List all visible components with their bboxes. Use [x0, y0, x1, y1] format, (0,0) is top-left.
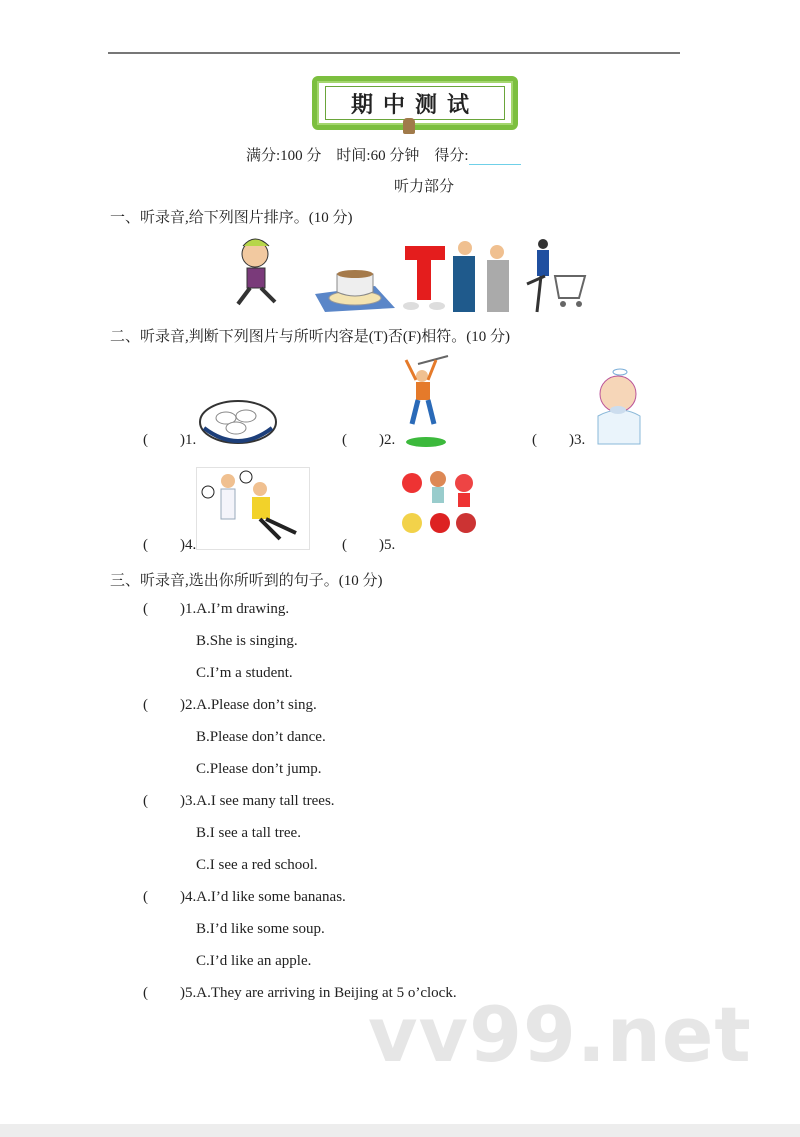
score-label: 得分:: [434, 148, 469, 164]
item-number: )2.: [379, 432, 396, 448]
jumping-man-image: [396, 354, 456, 449]
crying-baby-image: [588, 366, 652, 452]
option-b: B.I see a tall tree.: [196, 825, 301, 841]
running-boy-image: [238, 239, 275, 304]
item-number: )4.: [180, 537, 197, 553]
answer-bracket[interactable]: (: [143, 697, 148, 713]
dumplings-bowl-image: [198, 398, 280, 448]
red-scarf-image: [403, 246, 445, 310]
handshake-image: [453, 241, 509, 312]
answer-bracket[interactable]: (: [532, 432, 537, 448]
playing-football-image: [196, 467, 311, 551]
option-b: B.She is singing.: [196, 633, 298, 649]
option-a: )2.A.Please don’t sing.: [180, 697, 317, 713]
option-a: )3.A.I see many tall trees.: [180, 793, 335, 809]
option-c: C.I see a red school.: [196, 857, 318, 873]
exam-time: 时间:60 分钟: [336, 148, 420, 164]
shopping-cart-image: [527, 239, 585, 312]
answer-bracket[interactable]: (: [143, 601, 148, 617]
part1-pictures: [225, 236, 590, 314]
answer-bracket[interactable]: (: [342, 537, 347, 553]
page-bottom-edge: [0, 1124, 800, 1137]
part2-heading: 二、听录音,判断下列图片与所听内容是(T)否(F)相符。(10 分): [110, 329, 510, 345]
coffee-cup-image: [315, 270, 395, 312]
answer-bracket[interactable]: (: [143, 793, 148, 809]
title-badge: [312, 76, 518, 130]
part1-heading: 一、听录音,给下列图片排序。(10 分): [110, 210, 353, 226]
answer-bracket[interactable]: (: [143, 537, 148, 553]
option-c: C.I’d like an apple.: [196, 953, 312, 969]
item-number: )3.: [569, 432, 586, 448]
option-b: B.I’d like some soup.: [196, 921, 325, 937]
item-number: )1.: [180, 432, 197, 448]
watermark: vv99.net: [368, 990, 752, 1079]
kids-playing-image: [398, 467, 480, 549]
answer-bracket[interactable]: (: [143, 889, 148, 905]
answer-bracket[interactable]: (: [143, 432, 148, 448]
option-b: B.Please don’t dance.: [196, 729, 326, 745]
option-a: )5.A.They are arriving in Beijing at 5 o’clock.: [180, 985, 457, 1001]
full-score: 满分:100 分: [246, 148, 322, 164]
exam-info: [246, 144, 521, 165]
option-c: C.Please don’t jump.: [196, 761, 322, 777]
answer-bracket[interactable]: (: [342, 432, 347, 448]
answer-bracket[interactable]: (: [143, 985, 148, 1001]
option-c: C.I’m a student.: [196, 665, 293, 681]
part3-heading: 三、听录音,选出你所听到的句子。(10 分): [110, 573, 383, 589]
page-title: 期中测试: [325, 86, 505, 120]
score-blank[interactable]: [469, 150, 521, 165]
item-number: )5.: [379, 537, 396, 553]
hand-icon: [403, 118, 415, 134]
option-a: )1.A.I’m drawing.: [180, 601, 290, 617]
option-a: )4.A.I’d like some bananas.: [180, 889, 346, 905]
header-rule: [108, 52, 680, 54]
section-title: 听力部分: [394, 179, 455, 195]
